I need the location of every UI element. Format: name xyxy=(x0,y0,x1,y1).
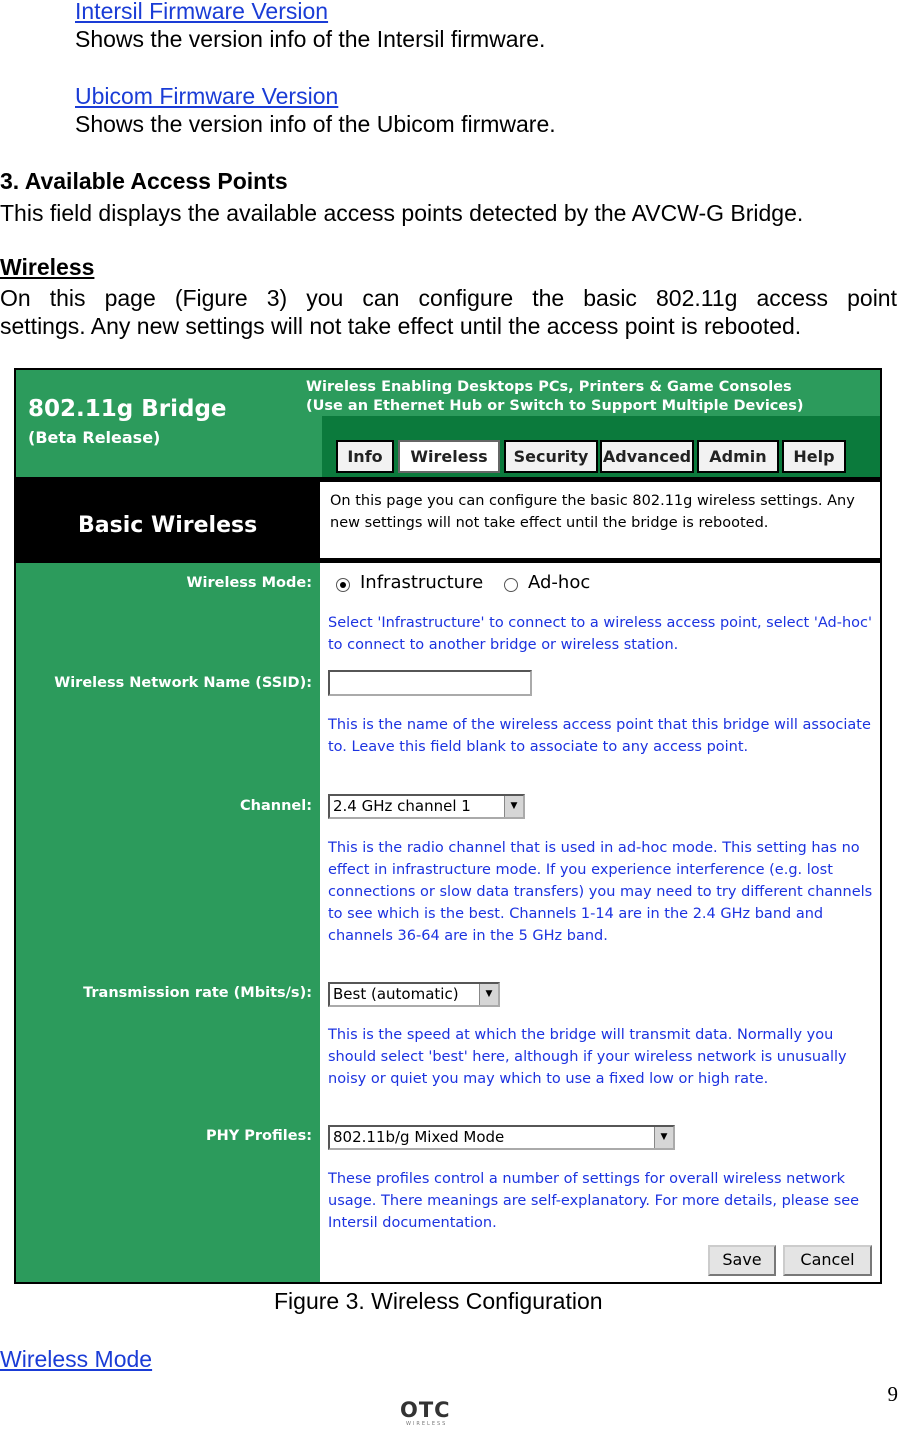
chevron-down-icon[interactable]: ▼ xyxy=(504,796,523,817)
channel-help: This is the radio channel that is used in ad-hoc mode. This setting has no effect in infrastructure mode. If you experience interference (e.g. lost connections or slow data transfers) you may need to try different channels to see which is the best. Channels 1-14 are in the 2.4 GHz band and channels 36-64 are in the 5 GHz band. xyxy=(328,840,873,944)
page-number: 9 xyxy=(887,1382,898,1406)
transmission-rate-select[interactable] xyxy=(328,982,500,1007)
infrastructure-label: Infrastructure xyxy=(360,572,484,593)
intersil-firmware-heading[interactable]: Intersil Firmware Version xyxy=(75,0,329,24)
cancel-button[interactable]: Cancel xyxy=(783,1245,872,1276)
phy-profiles-help: These profiles control a number of settings for overall wireless network usage. There meanings are self-explanatory. For more details, please see Intersil documentation. xyxy=(328,1171,860,1231)
chevron-down-icon[interactable]: ▼ xyxy=(479,984,498,1005)
section3-text: This field displays the available access points detected by the AVCW-G Bridge. xyxy=(0,200,804,226)
tagline-line1: Wireless Enabling Desktops PCs, Printers & Game Consoles xyxy=(306,379,792,395)
chevron-down-icon[interactable]: ▼ xyxy=(654,1127,673,1148)
wireless-heading: Wireless xyxy=(0,254,95,280)
section-band xyxy=(16,477,880,563)
transmission-rate-value: Best (automatic) xyxy=(333,985,459,1003)
ubicom-firmware-heading[interactable]: Ubicom Firmware Version xyxy=(75,83,339,109)
product-title: 802.11g Bridge xyxy=(28,396,227,422)
bridge-header xyxy=(16,370,880,477)
figure-caption: Figure 3. Wireless Configuration xyxy=(274,1288,603,1314)
phy-profiles-label: PHY Profiles: xyxy=(205,1128,312,1144)
section-description: On this page you can configure the basic 802.11g wireless settings. Any new settings will not take effect until the bridge is rebooted. xyxy=(320,482,880,558)
section3-heading: 3. Available Access Points xyxy=(0,168,288,194)
transmission-rate-help: This is the speed at which the bridge will transmit data. Normally you should select 'best' here, although if your wireless network is unusually noisy or quiet you may which to use a fixed low or high rate. xyxy=(328,1027,847,1087)
phy-profiles-select[interactable] xyxy=(328,1125,675,1150)
intersil-firmware-text: Shows the version info of the Intersil firmware. xyxy=(75,26,546,52)
wireless-mode-link[interactable]: Wireless Mode xyxy=(0,1346,153,1372)
tab-help[interactable]: Help xyxy=(782,440,846,473)
channel-select[interactable] xyxy=(328,794,525,819)
wireless-config-figure xyxy=(14,368,882,1284)
tagline-line2: (Use an Ethernet Hub or Switch to Support Multiple Devices) xyxy=(306,398,804,414)
wireless-text-line2: settings. Any new settings will not take effect until the access point is rebooted. xyxy=(0,313,802,339)
tab-security[interactable]: Security xyxy=(504,440,598,473)
wireless-text-line1: On this page (Figure 3) you can configure the basic 802.11g access point xyxy=(0,285,897,311)
wireless-mode-help: Select 'Infrastructure' to connect to a wireless access point, select 'Ad-hoc' to connect to another bridge or wireless station. xyxy=(328,615,872,653)
tab-advanced[interactable]: Advanced xyxy=(600,440,694,473)
save-button[interactable]: Save xyxy=(708,1245,776,1276)
tab-admin[interactable]: Admin xyxy=(697,440,779,473)
channel-value: 2.4 GHz channel 1 xyxy=(333,797,471,815)
wireless-mode-label: Wireless Mode: xyxy=(186,575,312,591)
logo-subtext: WIRELESS xyxy=(406,1421,448,1427)
channel-label: Channel: xyxy=(240,798,312,814)
phy-profiles-value: 802.11b/g Mixed Mode xyxy=(333,1128,505,1146)
otc-logo xyxy=(400,1400,462,1428)
adhoc-label: Ad-hoc xyxy=(528,572,591,593)
tab-bar xyxy=(322,416,882,477)
tagline xyxy=(306,378,804,416)
adhoc-radio[interactable] xyxy=(504,578,518,592)
tab-info[interactable]: Info xyxy=(336,440,394,473)
ssid-label: Wireless Network Name (SSID): xyxy=(54,675,312,691)
ubicom-firmware-text: Shows the version info of the Ubicom firmware. xyxy=(75,111,556,137)
tab-wireless[interactable]: Wireless xyxy=(398,440,500,473)
infrastructure-radio[interactable] xyxy=(336,578,350,592)
product-subtitle: (Beta Release) xyxy=(28,428,161,447)
logo-text: OTC xyxy=(400,1398,451,1422)
ssid-input[interactable] xyxy=(328,670,532,696)
section-title: Basic Wireless xyxy=(78,513,258,538)
transmission-rate-label: Transmission rate (Mbits/s): xyxy=(83,985,312,1001)
ssid-help: This is the name of the wireless access point that this bridge will associate to. Leave this field blank to associate to any access point. xyxy=(328,717,871,755)
